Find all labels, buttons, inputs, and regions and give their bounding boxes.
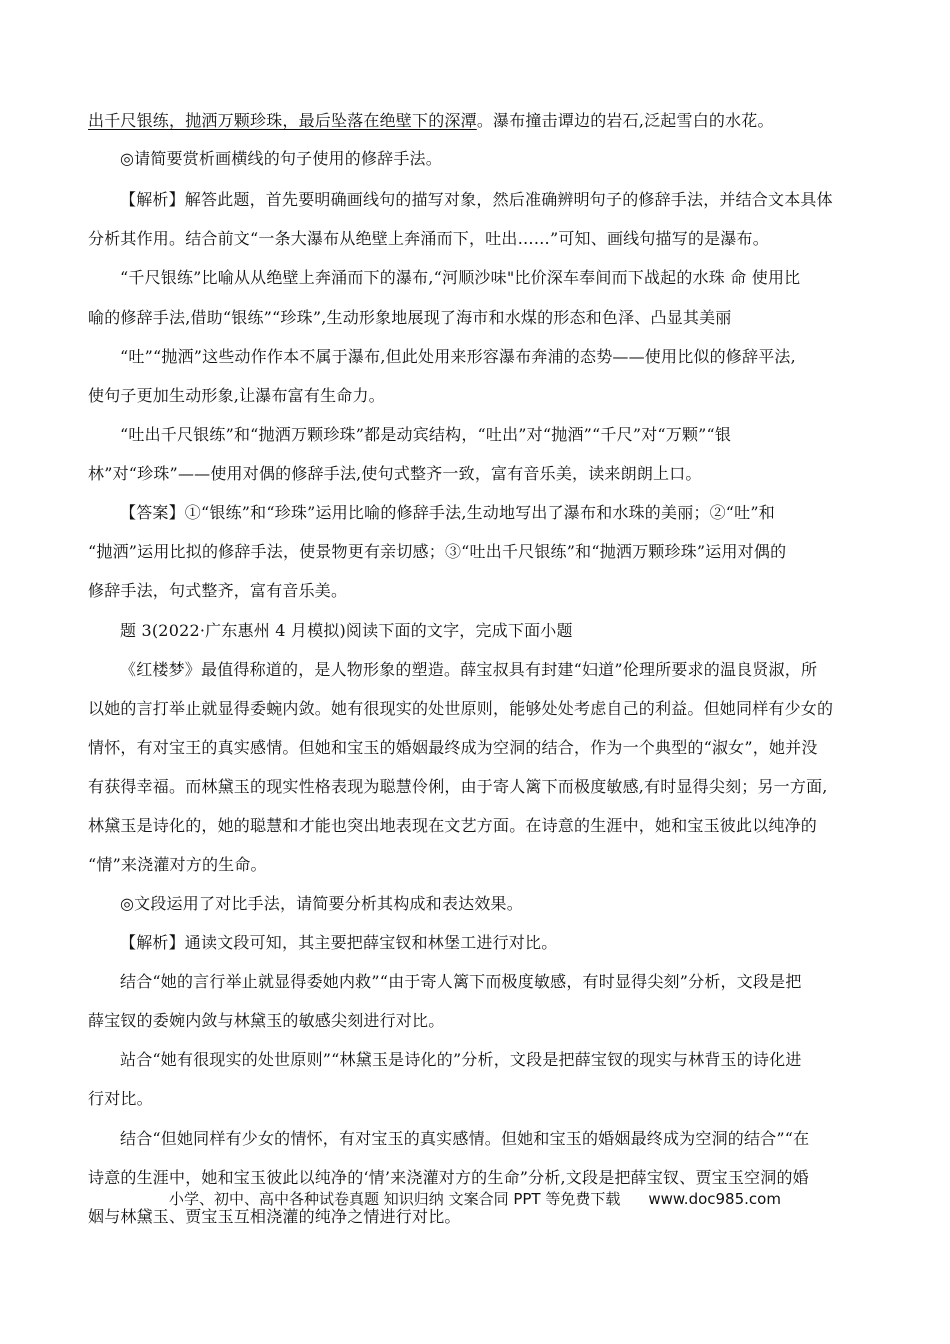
analysis-line: 【解析】通读文段可知，其主要把薛宝钗和林堡工进行对比。: [120, 933, 558, 952]
passage-line: “情”来浇灌对方的生命。: [88, 855, 267, 874]
analysis-line: 结合“但她同样有少女的情怀，有对宝玉的真实感情。但她和宝玉的婚姻最终成为空洞的结合”“在: [120, 1129, 810, 1148]
analysis-line: “吐”“抛洒”这些动作作本不属于瀑布,但此处用来形容瀑布奔浦的态势——使用比似的修辞平法,: [120, 347, 796, 366]
passage-continuation: [88, 110, 774, 132]
analysis-line: 行对比。: [88, 1089, 153, 1108]
question-3: ◎文段运用了对比手法，请简要分析其构成和表达效果。: [120, 894, 523, 913]
analysis-line: 姻与林黛玉、贾宝玉互相浇灌的纯净之情进行对比。: [88, 1207, 461, 1226]
analysis-line: 喻的修辞手法,借助“银练”“珍珠”,生动形象地展现了海市和水煤的形态和色泽、凸显其美丽: [88, 308, 732, 327]
passage-line: 《红楼梦》最值得称道的，是人物形象的塑造。薛宝叔具有封建“妇道”伦理所要求的温良贤淑，所: [120, 660, 818, 679]
analysis-line: “吐出千尺银练”和“抛洒万颗珍珠”都是动宾结构，“吐出”对“抛酒”“千尺”对“万颗”“银: [120, 425, 732, 444]
analysis-line: 诗意的生涯中，她和宝玉彼此以纯净的‘情’来浇灌对方的生命”分析,文段是把薛宝钗、贾宝玉空洞的婚: [88, 1168, 809, 1187]
analysis-line: 使句子更加生动形象,让瀑布富有生命力。: [88, 386, 385, 405]
analysis-line: 【解析】解答此题，首先要明确画线句的描写对象，然后准确辨明句子的修辞手法，并结合文本具体: [120, 190, 833, 209]
analysis-line: 林”对“珍珠”——使用对偶的修辞手法,使句式整齐一致，富有音乐美，读来朗朗上口。: [88, 464, 702, 483]
passage-line: 以她的言打举止就显得委蜿内敛。她有很现实的处世原则，能够处处考虑自己的利益。但她同样有少女的: [88, 699, 834, 718]
passage-line: 情怀，有对宝王的真实感情。但她和宝玉的婚姻最终成为空洞的结合，作为一个典型的“淑女”，她并没: [88, 738, 818, 757]
analysis-line: 分析其作用。结合前文“一条大瀑布从绝壁上奔涌而下，吐出……”可知、画线句描写的是瀑布。: [88, 229, 769, 248]
underlined-sentence: 出千尺银练，抛洒万颗珍珠，最后坠落在绝壁下的深潭: [88, 111, 477, 130]
answer-line: 修辞手法，句式整齐，富有音乐美。: [88, 581, 348, 600]
footer-site-link[interactable]: www.doc985.com: [648, 1190, 781, 1208]
analysis-line: “千尺银练”比喻从从绝壁上奔涌而下的瀑布,“河顺沙味"比价深车奉间而下战起的水珠 命 使用比: [120, 268, 801, 287]
question-1: ◎请简要赏析画横线的句子使用的修辞手法。: [120, 149, 442, 168]
footer-text: 小学、初中、高中各种试卷真题 知识归纳 文案合同 PPT 等免费下载: [169, 1190, 621, 1208]
passage-line: 林黛玉是诗化的，她的聪慧和才能也突出地表现在文艺方面。在诗意的生涯中，她和宝玉彼此以纯净的: [88, 816, 818, 835]
passage-line: 有获得幸福。而林黛玉的现实性格表现为聪慧伶俐，由于寄人篱下而极度敏感,有时显得尖刻；另一方面,: [88, 777, 828, 796]
question-3-title: 题 3(2022·广东惠州 4 月模拟)阅读下面的文字，完成下面小题: [120, 621, 573, 640]
answer-line: “抛洒”运用比拟的修辞手法，使景物更有亲切感；③“吐出千尺银练”和“抛洒万颗珍珠”运用对偶的: [88, 542, 787, 561]
analysis-line: 结合“她的言行举止就显得委她内救”“由于寄人篱下而极度敏感，有时显得尖刻”分析，文段是把: [120, 972, 802, 991]
passage-text: 。瀑布撞击谭边的岩石,泛起雪白的水花。: [476, 111, 774, 130]
analysis-line: 薛宝钗的委婉内敛与林黛玉的敏感尖刻进行对比。: [88, 1011, 445, 1030]
page-footer: [0, 1188, 950, 1209]
answer-line: 【答案】①“银练”和“珍珠”运用比喻的修辞手法,生动地写出了瀑布和水珠的美丽；②“吐”和: [120, 503, 775, 522]
analysis-line: 站合“她有很现实的处世原则”“林黛玉是诗化的”分析，文段是把薛宝钗的现实与林背玉的诗化进: [120, 1050, 802, 1069]
